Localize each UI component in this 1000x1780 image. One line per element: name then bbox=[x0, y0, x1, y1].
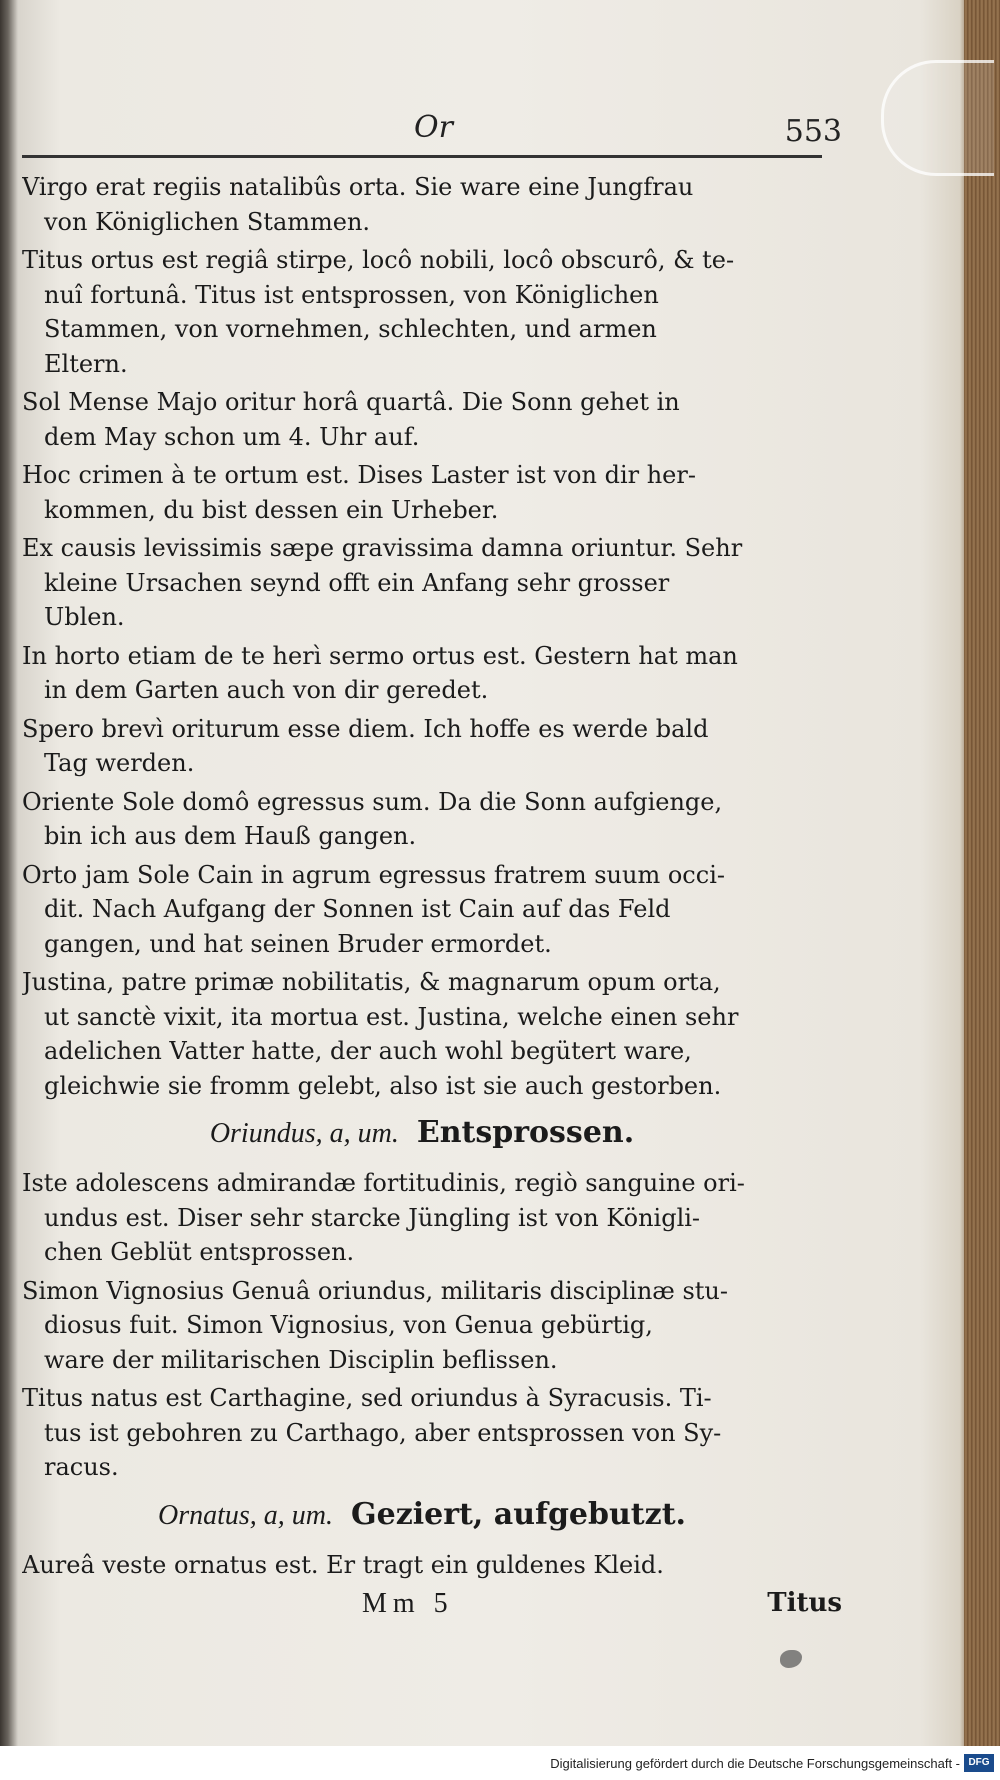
entry-line: undus est. Diser sehr starcke Jüngling ist von Königli- bbox=[44, 1203, 701, 1232]
entry-line: Titus ortus est regiâ stirpe, locô nobili, locô obscurô, & te- bbox=[22, 246, 735, 274]
entry-line: gangen, und hat seinen Bruder ermordet. bbox=[44, 929, 552, 958]
entry-line: adelichen Vatter hatte, der auch wohl begütert ware, bbox=[44, 1037, 692, 1065]
entry-line: Iste adolescens admirandæ fortitudinis, regiò sanguine ori- bbox=[22, 1169, 745, 1197]
headword bbox=[22, 1495, 822, 1536]
entry-line: in dem Garten auch von dir geredet. bbox=[44, 676, 489, 704]
example-entry bbox=[22, 385, 822, 454]
entry-line: Spero brevì oriturum esse diem. Ich hoffe es werde bald bbox=[22, 714, 709, 743]
example-entry bbox=[22, 1381, 822, 1485]
entry-line: In horto etiam de te herì sermo ortus est. Gestern hat man bbox=[22, 641, 738, 670]
entry-line: dem May schon um 4. Uhr auf. bbox=[44, 422, 420, 451]
entry-line: dit. Nach Aufgang der Sonnen ist Cain auf das Feld bbox=[44, 895, 671, 923]
entry-line: diosus fuit. Simon Vignosius, von Genua gebürtig, bbox=[44, 1311, 653, 1339]
entry-line: Hoc crimen à te ortum est. Dises Laster ist von dir her- bbox=[22, 461, 696, 489]
page-clip bbox=[881, 60, 994, 176]
signature-mark: Mm 5 bbox=[362, 1588, 454, 1619]
entry-line: Tag werden. bbox=[44, 749, 195, 777]
example-entry bbox=[22, 712, 822, 781]
entry-line: nuî fortunâ. Titus ist entsprossen, von Königlichen bbox=[44, 280, 659, 309]
example-entry bbox=[22, 858, 822, 962]
running-head: Or bbox=[414, 110, 453, 145]
digitization-banner bbox=[0, 1746, 1000, 1780]
header-rule bbox=[22, 155, 822, 158]
book-page-edge bbox=[964, 0, 1000, 1746]
example-entry bbox=[22, 1548, 822, 1583]
entry-line: Titus natus est Carthagine, sed oriundus à Syracusis. Ti- bbox=[22, 1384, 712, 1412]
headword-term: Oriundus, a, um. bbox=[209, 1118, 399, 1149]
example-entry bbox=[22, 965, 822, 1103]
headword bbox=[22, 1113, 822, 1154]
entry-line: tus ist gebohren zu Carthago, aber entsprossen von Sy- bbox=[44, 1418, 722, 1447]
entry-line: Sol Mense Majo oritur horâ quartâ. Die Sonn gehet in bbox=[22, 388, 680, 416]
entry-line: kommen, du bist dessen ein Urheber. bbox=[44, 495, 499, 524]
example-entry bbox=[22, 170, 822, 239]
ink-blot bbox=[780, 1650, 802, 1668]
entry-line: bin ich aus dem Hauß gangen. bbox=[44, 822, 417, 850]
page-header bbox=[22, 100, 842, 160]
example-entry bbox=[22, 458, 822, 527]
entry-line: Justina, patre primæ nobilitatis, & magnarum opum orta, bbox=[22, 968, 721, 996]
entry-line: Ublen. bbox=[44, 603, 125, 631]
catchword: Titus bbox=[767, 1588, 842, 1618]
entry-line: racus. bbox=[44, 1453, 119, 1481]
example-entry bbox=[22, 639, 822, 708]
entry-line: ware der militarischen Disciplin beflissen. bbox=[44, 1345, 558, 1374]
entry-line: Virgo erat regiis natalibûs orta. Sie ware eine Jungfrau bbox=[22, 173, 694, 201]
entry-line: Simon Vignosius Genuâ oriundus, militaris disciplinæ stu- bbox=[22, 1276, 728, 1305]
entry-line: von Königlichen Stammen. bbox=[44, 207, 371, 236]
entry-line: Eltern. bbox=[44, 349, 128, 378]
entry-line: kleine Ursachen seynd offt ein Anfang sehr grosser bbox=[44, 568, 670, 597]
example-entry bbox=[22, 531, 822, 635]
page-number: 553 bbox=[784, 114, 842, 149]
example-entry bbox=[22, 785, 822, 854]
example-entry bbox=[22, 1166, 822, 1270]
entry-line: ut sanctè vixit, ita mortua est. Justina, welche einen sehr bbox=[44, 1002, 739, 1031]
headword-gloss: Entsprossen. bbox=[416, 1115, 635, 1150]
dictionary-text bbox=[22, 170, 822, 1586]
example-entry bbox=[22, 1274, 822, 1378]
example-entry bbox=[22, 243, 822, 381]
headword-gloss: Geziert, aufgebutzt. bbox=[351, 1496, 686, 1532]
dfg-logo-icon: DFG bbox=[964, 1754, 994, 1772]
entry-line: Orto jam Sole Cain in agrum egressus fratrem suum occi- bbox=[22, 860, 725, 889]
entry-line: Ex causis levissimis sæpe gravissima damna oriuntur. Sehr bbox=[22, 534, 743, 562]
entry-line: chen Geblüt entsprossen. bbox=[44, 1238, 355, 1266]
entry-line: Stammen, von vornehmen, schlechten, und armen bbox=[44, 315, 657, 343]
headword-term: Ornatus, a, um. bbox=[158, 1499, 334, 1531]
banner-text: Digitalisierung gefördert durch die Deutsche Forschungsgemeinschaft - bbox=[550, 1756, 960, 1771]
entry-line: Oriente Sole domô egressus sum. Da die Sonn aufgienge, bbox=[22, 787, 723, 816]
entry-line: Aureâ veste ornatus est. Er tragt ein guldenes Kleid. bbox=[22, 1550, 664, 1579]
page-footer bbox=[22, 1588, 842, 1628]
entry-line: gleichwie sie fromm gelebt, also ist sie auch gestorben. bbox=[44, 1071, 722, 1100]
